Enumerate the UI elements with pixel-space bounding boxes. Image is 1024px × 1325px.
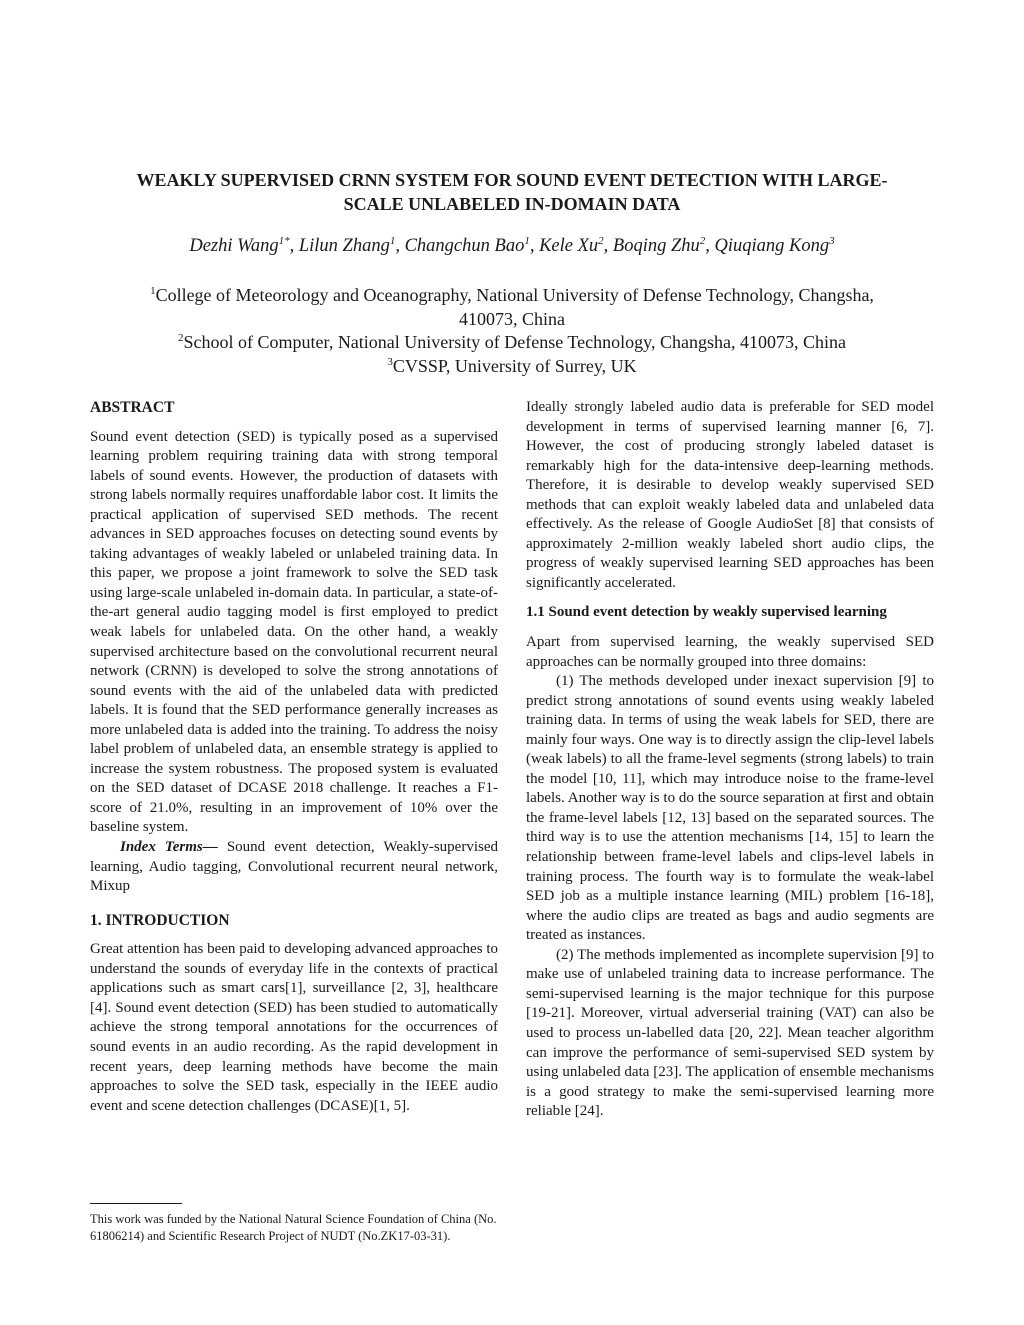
- affiliation-mark: 3: [387, 355, 393, 368]
- author-affiliation-mark: 1: [389, 235, 396, 247]
- author-affiliation-mark: 1: [524, 235, 530, 247]
- section-1-1-heading: 1.1 Sound event detection by weakly supervised learning: [526, 604, 887, 621]
- author-separator: ,: [529, 236, 540, 256]
- affiliation-3: [80, 355, 944, 379]
- affiliation-1: [80, 284, 944, 308]
- author-name: Boqing Zhu: [612, 236, 700, 256]
- paper-title: [80, 168, 944, 216]
- author-affiliation-mark: 2: [598, 235, 604, 247]
- author-separator: ,: [395, 236, 405, 256]
- affiliation-mark: 2: [178, 332, 184, 344]
- author-separator: ,: [289, 236, 299, 256]
- author-name: Kele Xu: [539, 236, 599, 256]
- author-name: Qiuqiang Kong: [714, 236, 830, 256]
- author-name: Lilun Zhang: [298, 236, 390, 256]
- abstract-text: Sound event detection (SED) is typically posed as a supervised learning problem requiring training data with strong temporal labels of sound events. However, the production of datasets with strong labels normally requires unaffordable labor cost. It limits the practical application of supervised SED methods. The recent advances in SED approaches focuses on detecting sound events by taking advantages of weakly labeled or unlabeled training data. In this paper, we propose a joint framework to solve the SED task using large-scale unlabeled in-domain data. In particular, a state-of-the-art general audio tagging model is first employed to predict weak labels for unlabeled data. On the other hand, a weakly supervised architecture based on the convolutional recurrent neural network (CRNN) is developed to solve the strong annotations of sound events with the aid of the unlabeled data with predicted labels. It is found that the SED performance generally increases as more unlabeled data is added into the training. To address the noisy label problem of unlabeled data, an ensemble strategy is applied to increase the system robustness. The proposed system is evaluated on the SED dataset of DCASE 2018 challenge. It reaches a F1-score of 21.0%, resulting in an improvement of 10% over the baseline system.: [90, 428, 498, 836]
- title-line-2: SCALE UNLABELED IN-DOMAIN DATA: [343, 194, 681, 214]
- affiliations: [80, 284, 944, 378]
- index-terms: [90, 838, 498, 897]
- section-1-1-paragraph-2: (1) The methods developed under inexact supervision [9] to predict strong annotations of sound events using weakly labeled training data. In terms of using the weak labels for SED, there are mainly four ways. One way is to directly assign the clip-level labels (weak labels) to all the frame-level segments (strong labels) to train the model [10, 11], which may introduce noise to the frame-level labels. Another way is to do the source separation at first and obtain the frame-level labels [12, 13] based on the separated sources. The third way is to use the attention mechanisms [14, 15] to learn the relationship between frame-level labels and clips-level labels in training process. The fourth way is to formulate the weak-label SED job as a multiple instance learning (MIL) problem [16-18], where the audio clips are treated as bags and audio segments are treated as instances.: [526, 673, 934, 944]
- author-separator: ,: [705, 236, 715, 256]
- introduction-paragraph-2: Ideally strongly labeled audio data is preferable for SED model development in terms of supervised learning manner [6, 7]. However, the cost of producing strongly labeled dataset is remarkably high for the data-intensive deep-learning methods. Therefore, it is desirable to develop weakly supervised SED methods that can exploit weakly labeled data and unlabeled data effectively. As the release of Google AudioSet [8] that consists of approximately 2-million weakly labeled short audio clips, the progress of weakly supervised learning SED approaches has been significantly accelerated.: [526, 399, 934, 591]
- index-terms-label: Index Terms—: [120, 839, 218, 856]
- footnote-divider: [90, 1203, 182, 1204]
- funding-footnote: This work was funded by the National Natural Science Foundation of China (No. 61806214) and Scientific Research Project of NUDT (No.ZK17-03-31).: [90, 1212, 497, 1243]
- left-column: [90, 398, 498, 1116]
- right-column: [526, 398, 934, 1122]
- affiliation-1-cont: 410073, China: [459, 308, 565, 329]
- title-line-1: WEAKLY SUPERVISED CRNN SYSTEM FOR SOUND EVENT DETECTION WITH LARGE-: [136, 170, 888, 190]
- author-affiliation-mark: 2: [699, 235, 706, 247]
- abstract-heading: ABSTRACT: [90, 399, 175, 416]
- affiliation-text: School of Computer, National University of Defense Technology, Changsha, 410073, China: [183, 332, 846, 352]
- author-affiliation-mark: 1*: [278, 235, 290, 247]
- author-separator: ,: [603, 236, 613, 256]
- author-name: Changchun Bao: [404, 236, 525, 256]
- affiliation-text: College of Meteorology and Oceanography, National University of Defense Technology, Changsha,: [155, 285, 874, 305]
- section-1-1-paragraph-3: (2) The methods implemented as incomplete supervision [9] to make use of unlabeled training data to increase performance. The semi-supervised learning is the major technique for this purpose [19-21]. Moreover, virtual adverserial training (VAT) can also be used to process un-labelled data [20, 22]. Mean teacher algorithm can improve the performance of semi-supervised SED system by using unlabeled data [23]. The application of ensemble mechanisms is a good strategy to make the semi-supervised learning more reliable [24].: [526, 946, 934, 1120]
- index-terms-text: Sound event detection, Weakly-supervised learning, Audio tagging, Convolutional recurrent neural network, Mixup: [90, 839, 499, 895]
- introduction-paragraph-1: Great attention has been paid to developing advanced approaches to understand the sounds of everyday life in the contexts of practical applications such as smart cars[1], surveillance [2, 3], healthcare [4]. Sound event detection (SED) has been studied to automatically achieve the strong temporal annotations for the occurrences of sound events in an audio recording. As the rapid development in recent years, deep learning methods have become the main approaches to solve the SED task, especially in the IEEE audio event and scene detection challenges (DCASE)[1, 5].: [90, 941, 498, 1114]
- section-1-1-paragraph-1: Apart from supervised learning, the weakly supervised SED approaches can be normally grouped into three domains:: [526, 634, 934, 670]
- affiliation-2: [80, 331, 944, 355]
- affiliation-mark: 1: [150, 285, 156, 297]
- author-name: Dezhi Wang: [189, 236, 279, 256]
- introduction-heading: 1. INTRODUCTION: [90, 911, 230, 929]
- author-list: [80, 234, 944, 258]
- affiliation-text: CVSSP, University of Surrey, UK: [392, 355, 637, 376]
- author-affiliation-mark: 3: [829, 235, 835, 247]
